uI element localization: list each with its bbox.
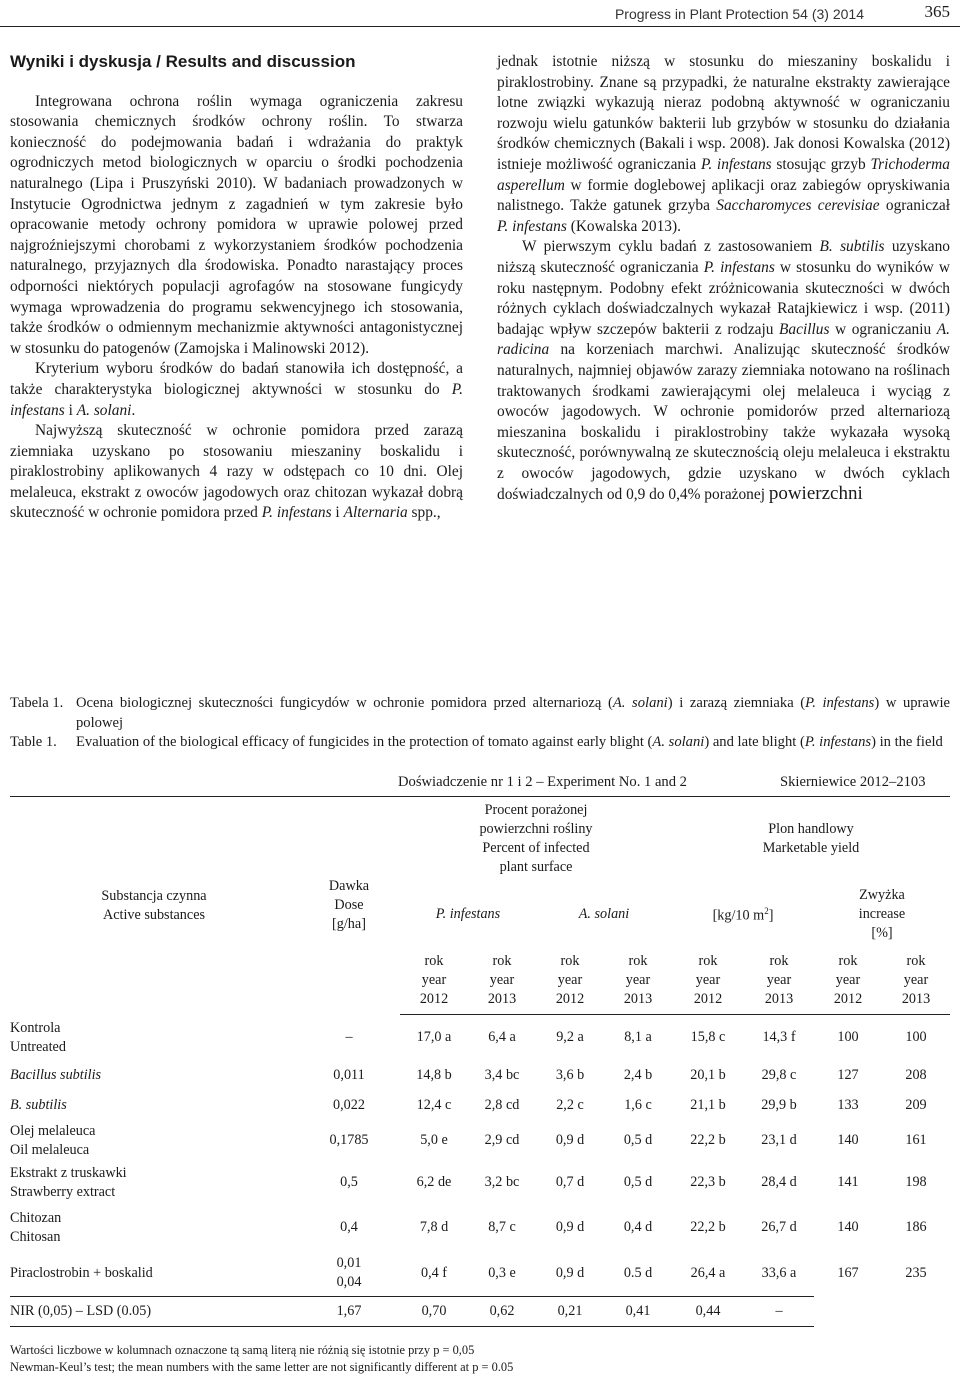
row-value: 8,7 c bbox=[488, 1219, 516, 1235]
row-value: 209 bbox=[905, 1097, 927, 1113]
row-value: 100 bbox=[837, 1029, 859, 1046]
row-value: 2,8 cd bbox=[484, 1097, 520, 1113]
nir-label: NIR (0,05) – LSD (0.05) bbox=[10, 1297, 298, 1327]
row-value: 161 bbox=[905, 1132, 927, 1148]
table-body bbox=[10, 1015, 950, 1327]
header-dose: Dawka Dose [g/ha] bbox=[298, 797, 400, 1015]
table-row bbox=[10, 1091, 950, 1121]
row-value: 0,5 d bbox=[623, 1132, 653, 1148]
page-header bbox=[0, 0, 960, 27]
row-dose: 0,022 bbox=[333, 1097, 365, 1113]
table-row bbox=[10, 1161, 950, 1205]
row-value: 29,9 b bbox=[761, 1097, 797, 1113]
row-value: 186 bbox=[905, 1219, 927, 1235]
row-value: 167 bbox=[837, 1265, 859, 1281]
nir-value: 0,62 bbox=[468, 1297, 536, 1327]
row-dose: 0,011 bbox=[333, 1067, 365, 1083]
section-title: Wyniki i dyskusja / Results and discussion bbox=[10, 52, 356, 71]
caption-text-pl: Ocena biologicznej skuteczności fungicydów w ochronie pomidora przed alternariozą (A. solani) i zarazą ziemniaka (P. infestans) w uprawie polowej bbox=[76, 695, 950, 731]
row-value: 140 bbox=[837, 1219, 859, 1235]
header-p-infestans: P. infestans bbox=[435, 905, 501, 922]
table-row bbox=[10, 1121, 950, 1161]
row-value: 198 bbox=[905, 1174, 927, 1190]
row-dose: 0,5 bbox=[340, 1174, 358, 1190]
year-header-cell: rok year 2013 bbox=[744, 947, 814, 1015]
header-substance: Substancja czynna Active substances bbox=[10, 797, 298, 1015]
row-value: 3,2 bc bbox=[484, 1174, 520, 1190]
row-value: 33,6 a bbox=[761, 1264, 797, 1281]
row-value: 0,9 d bbox=[555, 1219, 585, 1235]
row-dose: 0,4 bbox=[340, 1219, 358, 1235]
table-row bbox=[10, 1061, 950, 1091]
row-value: 6,2 de bbox=[416, 1174, 452, 1190]
row-value: 22,3 b bbox=[690, 1174, 726, 1190]
year-header-cell: rok year 2012 bbox=[400, 947, 468, 1015]
row-value: 26,7 d bbox=[761, 1219, 797, 1235]
row-value: 0,5 d bbox=[623, 1174, 653, 1190]
table-row bbox=[10, 1251, 950, 1297]
nir-value: 0,41 bbox=[604, 1297, 672, 1327]
header-increase: Zwyżka increase [%] bbox=[858, 886, 906, 941]
header-yield-unit: [kg/10 $m^2$] bbox=[712, 906, 774, 924]
table-caption bbox=[10, 694, 950, 753]
footnote-pl: Wartości liczbowe w kolumnach oznaczone tą samą literą nie różnią się istotnie przy p = 0,05 bbox=[10, 1343, 475, 1357]
year-header-cell: rok year 2012 bbox=[814, 947, 882, 1015]
row-substance: Chitozan Chitosan bbox=[10, 1209, 62, 1245]
row-value: 0,9 d bbox=[555, 1132, 585, 1148]
row-value: 0,3 e bbox=[488, 1264, 516, 1281]
page-number: 365 bbox=[924, 2, 950, 21]
row-value: 100 bbox=[905, 1029, 927, 1046]
row-value: 26,4 a bbox=[690, 1264, 726, 1281]
left-column bbox=[10, 52, 463, 524]
header-a-solani: A. solani bbox=[578, 905, 630, 922]
table-row bbox=[10, 1205, 950, 1251]
header-yield: Plon handlowy Marketable yield bbox=[672, 797, 950, 882]
row-substance: Ekstrakt z truskawki Strawberry extract bbox=[10, 1164, 127, 1200]
row-value: 141 bbox=[837, 1174, 859, 1190]
row-value: 15,8 c bbox=[690, 1029, 726, 1046]
row-value: 20,1 b bbox=[690, 1067, 726, 1083]
table-row-nir bbox=[10, 1297, 950, 1327]
row-value: 127 bbox=[837, 1067, 859, 1083]
row-substance: B. subtilis bbox=[10, 1097, 67, 1113]
row-value: 208 bbox=[905, 1067, 927, 1083]
paragraph: W pierwszym cyklu badań z zastosowaniem B. subtilis uzyskano niższą skuteczność ograniczania P. infestans w stosunku do wyników w roku następnym. Podobny efekt zróżnicowania skuteczności w dwóch różnych cyklach doświadczalnych wykazał Ratajkiewicz i wsp. (2011) badając wpływ szczepów bakterii z rodzaju Bacillus w ograniczaniu A. radicina na korzeniach marchwi. Analizując skuteczność środków naturalnych, najmniej objawów zarazy ziemniaka notowano na roślinach traktowanych środkami zawierającymi olej melaleuca i wyciąg z owoców jagodowych. W ochronie pomidorów przed alternariozą mieszanina boskalidu i piraklostrobiny także wykazała wysoką skuteczność, porównywalną ze skutecznością oleju melaleuca i ekstraktu z owoców jagodowych, gdzie uzyskano w dwóch cyklach doświadczalnych od 0,9 do 0,4% porażonej powierzchni bbox=[497, 238, 950, 505]
year-header-cell: rok year 2012 bbox=[672, 947, 744, 1015]
nir-value: – bbox=[744, 1297, 814, 1327]
row-dose: 0,1785 bbox=[329, 1132, 369, 1148]
table-header-row bbox=[10, 797, 950, 882]
row-value: 2,2 c bbox=[556, 1097, 584, 1113]
row-dose: 0,01 0,04 bbox=[336, 1255, 362, 1291]
row-value: 2,9 cd bbox=[484, 1132, 520, 1148]
year-header-cell: rok year 2013 bbox=[468, 947, 536, 1015]
row-substance: Olej melaleuca Oil melaleuca bbox=[10, 1122, 96, 1158]
results-table bbox=[10, 796, 950, 1327]
row-value: 235 bbox=[905, 1265, 927, 1281]
row-value: 1,6 c bbox=[624, 1097, 652, 1113]
row-value: 29,8 c bbox=[761, 1067, 797, 1083]
footnote-en: Newman-Keul’s test; the mean numbers with the same letter are not significantly different at p = 0.05 bbox=[10, 1359, 514, 1374]
row-value: 0,4 f bbox=[420, 1264, 447, 1281]
row-value: 14,8 b bbox=[416, 1067, 452, 1083]
year-header-cell: rok year 2012 bbox=[536, 947, 604, 1015]
year-header-cell: rok year 2013 bbox=[604, 947, 672, 1015]
row-value: 22,2 b bbox=[690, 1132, 726, 1148]
paragraph: Kryterium wyboru środków do badań stanowiła ich dostępność, a także charakterystyka biologicznej aktywności w stosunku do P. infestans i A. solani. bbox=[10, 360, 463, 419]
row-value: 21,1 b bbox=[690, 1097, 726, 1113]
journal-title: Progress in Plant Protection 54 (3) 2014 bbox=[614, 6, 864, 22]
row-value: 140 bbox=[837, 1132, 859, 1148]
row-value: 14,3 f bbox=[762, 1029, 796, 1046]
caption-text-en: Evaluation of the biological efficacy of fungicides in the protection of tomato against early blight (A. solani) and late blight (P. infestans) in the field bbox=[76, 734, 943, 751]
row-value: 0,4 d bbox=[623, 1219, 653, 1235]
row-value: 133 bbox=[837, 1097, 859, 1113]
row-value: 28,4 d bbox=[761, 1174, 797, 1190]
paragraph: Integrowana ochrona roślin wymaga ograniczenia zakresu stosowania chemicznych środków ochrony roślin. To stwarza konieczność do podejmowania badań i wdrażania do praktyk ogrodniczych metod biologicznych w oparciu o środki pochodzenia naturalnego (Lipa i Pruszyński 2010). W badaniach prowadzonych w Instytucie Ogrodnictwa jednym z zagadnień w tym zakresie było opracowanie metody ochrony pomidora w uprawie polowej przed najgroźniejszymi chorobami z wykorzystaniem środków pochodzenia naturalnego, przyjaznych dla środowiska. Ponadto narastający proces odporności niektórych populacji agrofagów na stosowane fungicydy wymaga wprowadzenia do programu sekwencyjnego ich stosowania, także środków o odmiennym mechanizmie aktywności antagonistycznej w stosunku do patogenów (Zamojska i Malinowski 2012). bbox=[10, 92, 463, 357]
row-substance: Kontrola Untreated bbox=[10, 1019, 66, 1055]
nir-value: 1,67 bbox=[298, 1297, 400, 1327]
row-value: 6,4 a bbox=[488, 1029, 516, 1046]
row-value: 23,1 d bbox=[761, 1132, 797, 1148]
row-value: 7,8 d bbox=[419, 1219, 449, 1235]
table-footnote bbox=[10, 1342, 513, 1375]
header-infected-surface: Procent porażonej powierzchni rośliny Percent of infected plant surface bbox=[400, 797, 672, 882]
row-value: 0.5 d bbox=[623, 1264, 653, 1281]
row-value: 9,2 a bbox=[556, 1029, 584, 1046]
right-column bbox=[497, 52, 950, 506]
row-value: 17,0 a bbox=[416, 1029, 452, 1046]
paragraph: Najwyższą skuteczność w ochronie pomidora przed zarazą ziemniaka uzyskano po stosowaniu mieszaniny boskalidu i piraklostrobiny aplikowanych 4 razy w odstępach co 10 dni. Olej melaleuca, ekstrakt z owoców jagodowych oraz chitozan wykazał dobrą skuteczność w ochronie pomidora przed P. infestans i Alternaria spp., bbox=[10, 422, 463, 522]
row-substance: Piraclostrobin + boskalid bbox=[10, 1264, 153, 1281]
paragraph: jednak istotnie niższą w stosunku do mieszaniny boskalidu i piraklostrobiny. Znane są przypadki, że naturalne ekstrakty zawierające lotne związki wykazują nieraz podobną aktywność w ograniczaniu rozwoju wielu gatunków bakterii lub grzybów w stosunku do działania środków chemicznych (Bakali i wsp. 2008). Jak donosi Kowalska (2012) istnieje możliwość ograniczania P. infestans stosując grzyb Trichoderma asperellum w formie doglebowej aplikacji oraz zabiegów opryskiwania nalistnego. Także gatunek grzyba Saccharomyces cerevisiae ograniczał P. infestans (Kowalska 2013). bbox=[497, 53, 950, 235]
row-value: 0,9 d bbox=[555, 1264, 585, 1281]
row-value: 2,4 b bbox=[623, 1067, 653, 1083]
experiment-location: Skierniewice 2012–2103 bbox=[780, 774, 926, 790]
caption-label-en: Table 1. bbox=[10, 734, 57, 751]
row-value: 12,4 c bbox=[416, 1097, 452, 1113]
row-dose: – bbox=[345, 1029, 353, 1045]
row-value: 3,6 b bbox=[555, 1067, 585, 1083]
row-value: 22,2 b bbox=[690, 1219, 726, 1235]
nir-value: 0,44 bbox=[672, 1297, 744, 1327]
nir-value: 0,21 bbox=[536, 1297, 604, 1327]
row-value: 3,4 bc bbox=[484, 1067, 520, 1083]
row-value: 0,7 d bbox=[555, 1174, 585, 1190]
row-value: 8,1 a bbox=[624, 1029, 652, 1046]
row-substance: Bacillus subtilis bbox=[10, 1067, 102, 1083]
row-value: 5,0 e bbox=[420, 1132, 448, 1148]
nir-value: 0,70 bbox=[400, 1297, 468, 1327]
year-header-cell: rok year 2013 bbox=[882, 947, 950, 1015]
experiment-label: Doświadczenie nr 1 i 2 – Experiment No. 1 and 2 bbox=[398, 774, 687, 790]
caption-label-pl: Tabela 1. bbox=[10, 695, 64, 711]
table-row bbox=[10, 1015, 950, 1061]
